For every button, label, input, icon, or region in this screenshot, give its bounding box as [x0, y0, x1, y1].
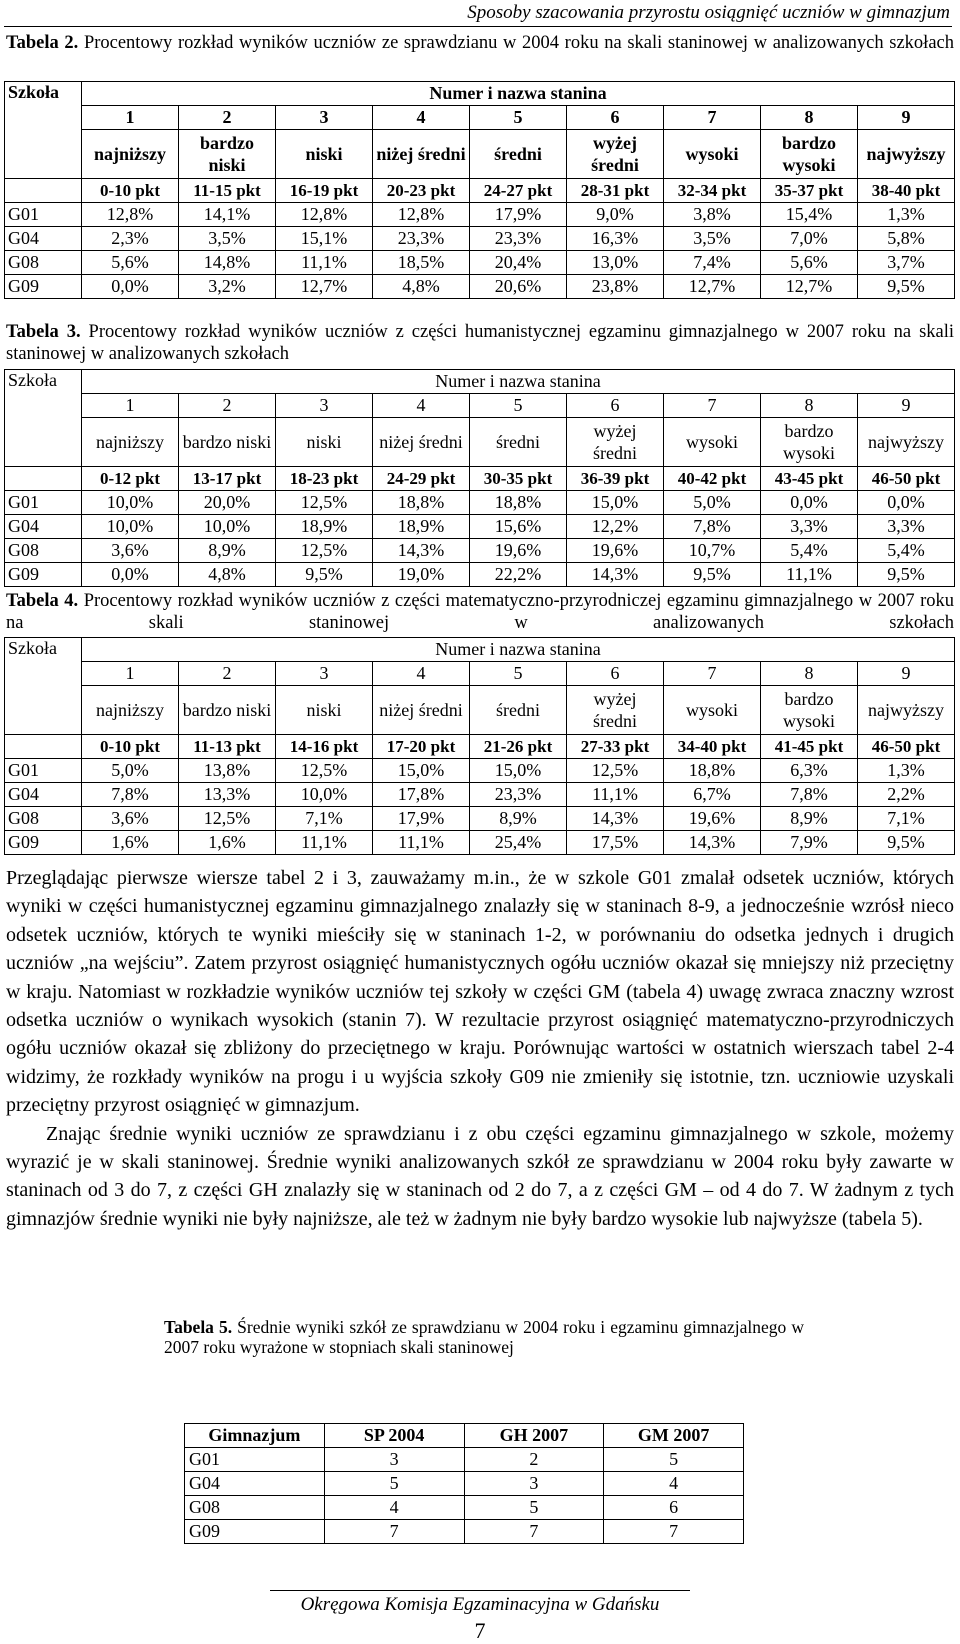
stanine-name: niżej średni	[373, 686, 470, 735]
percent-cell: 7,0%	[761, 227, 858, 251]
school-code: G04	[5, 783, 82, 807]
percent-cell: 9,5%	[858, 275, 955, 299]
percent-cell: 25,4%	[470, 831, 567, 855]
percent-cell: 6,7%	[664, 783, 761, 807]
percent-cell: 23,3%	[373, 227, 470, 251]
table5	[184, 1423, 744, 1544]
percent-cell: 15,0%	[373, 759, 470, 783]
percent-cell: 13,0%	[567, 251, 664, 275]
stanine-name: bardzo niski	[179, 130, 276, 179]
point-range: 35-37 pkt	[761, 179, 858, 203]
column-header: SP 2004	[324, 1424, 464, 1448]
percent-cell: 18,9%	[373, 515, 470, 539]
percent-cell: 0,0%	[858, 491, 955, 515]
percent-cell: 5,0%	[82, 759, 179, 783]
point-range: 24-27 pkt	[470, 179, 567, 203]
point-range-row	[5, 735, 955, 759]
school-code: G04	[185, 1472, 325, 1496]
percent-cell: 19,0%	[373, 563, 470, 587]
body-text	[6, 864, 954, 1233]
stanine-name: wyżej średni	[567, 418, 664, 467]
point-range: 38-40 pkt	[858, 179, 955, 203]
stanine-header: Numer i nazwa stanina	[82, 82, 955, 106]
percent-cell: 12,5%	[179, 807, 276, 831]
percent-cell: 10,0%	[276, 783, 373, 807]
percent-cell: 12,8%	[276, 203, 373, 227]
school-code: G04	[5, 515, 82, 539]
percent-cell: 3,5%	[179, 227, 276, 251]
percent-cell: 3,5%	[664, 227, 761, 251]
point-range: 13-17 pkt	[179, 467, 276, 491]
stanine-name: niżej średni	[373, 130, 470, 179]
stanine-number: 2	[179, 662, 276, 686]
stanine-number: 2	[179, 106, 276, 130]
table2	[4, 81, 955, 299]
point-range: 36-39 pkt	[567, 467, 664, 491]
table-row	[5, 491, 955, 515]
percent-cell: 14,3%	[567, 563, 664, 587]
point-range: 32-34 pkt	[664, 179, 761, 203]
point-range: 17-20 pkt	[373, 735, 470, 759]
paragraph-1: Przeglądając pierwsze wiersze tabel 2 i 3, zauważamy m.in., że w szkole G01 zmalał odsetek uczniów, których wyniki w części humanistycznej egzaminu gimnazjalnego znalazły się w staninach 8-9, a jednocześnie wzrósł nieco odsetek uczniów, których te wyniki mieściły się w staninach 1-2, w porównaniu do odsetka jednych i drugich uczniów „na wejściu”. Zatem przyrost osiągnięć humanistycznych ogółu uczniów okazał się mniejszy niż przeciętny w kraju. Natomiast w rozkładzie wyników uczniów tej szkoły w części GM (tabela 4) uwagę zwraca znaczny wzrost odsetka uczniów o wynikach wysokich (stanin 7). W rezultacie przyrost osiągnięć matematyczno-przyrodniczych ogółu uczniów okazał się zbliżony do przeciętnego w kraju. Porównując wartości w ostatnich wierszach tabel 2-4 widzimy, że rozkłady wyników na progu i u wyjścia szkoły G09 nie zmieniły się istotnie, tzn. uczniowie uzyskali przeciętny przyrost osiągnięć w gimnazjum.	[6, 867, 954, 1117]
percent-cell: 9,5%	[276, 563, 373, 587]
stanine-name: najniższy	[82, 130, 179, 179]
table-row	[5, 515, 955, 539]
percent-cell: 3,6%	[82, 539, 179, 563]
percent-cell: 5,6%	[761, 251, 858, 275]
stanine-name: wysoki	[664, 130, 761, 179]
blank-cell	[5, 179, 82, 203]
percent-cell: 20,0%	[179, 491, 276, 515]
stanine-number: 7	[664, 106, 761, 130]
stanine-number: 5	[470, 394, 567, 418]
percent-cell: 14,1%	[179, 203, 276, 227]
percent-cell: 5,4%	[858, 539, 955, 563]
percent-cell: 7,8%	[82, 783, 179, 807]
percent-cell: 12,7%	[664, 275, 761, 299]
percent-cell: 10,0%	[82, 515, 179, 539]
school-code: G09	[5, 275, 82, 299]
stanine-number: 5	[470, 106, 567, 130]
percent-cell: 7,1%	[276, 807, 373, 831]
stanine-name-row	[5, 418, 955, 467]
footer-rule	[270, 1590, 690, 1591]
percent-cell: 20,6%	[470, 275, 567, 299]
stanine-cell: 4	[604, 1472, 744, 1496]
point-range: 34-40 pkt	[664, 735, 761, 759]
stanine-name: niżej średni	[373, 418, 470, 467]
stanine-number: 1	[82, 662, 179, 686]
point-range: 24-29 pkt	[373, 467, 470, 491]
table5-caption-text: Średnie wyniki szkół ze sprawdzianu w 2004 roku i egzaminu gimnazjalnego w 2007 roku wyrażone w stopniach skali staninowej	[164, 1317, 804, 1357]
percent-cell: 8,9%	[179, 539, 276, 563]
stanine-number: 5	[470, 662, 567, 686]
stanine-cell: 5	[464, 1496, 604, 1520]
percent-cell: 12,5%	[276, 491, 373, 515]
header-row	[5, 82, 955, 106]
paragraph-2: Znając średnie wyniki uczniów ze sprawdzianu i z obu części egzaminu gimnazjalnego w szkole, możemy wyrazić je w skali staninowej. Średnie wyniki analizowanych szkół ze sprawdzianu w 2004 roku były zawarte w staninach od 3 do 7, z części GH znalazły się w staninach od 2 do 7, a z części GM – od 4 do 7. W żadnym z tych gimnazjów średnie wyniki nie były najniższe, ale też w żadnym nie były bardzo wysokie lub najwyższe (tabela 5).	[6, 1122, 954, 1230]
point-range: 18-23 pkt	[276, 467, 373, 491]
stanine-name: wysoki	[664, 418, 761, 467]
stanine-number: 9	[858, 394, 955, 418]
percent-cell: 3,2%	[179, 275, 276, 299]
stanine-number-row	[5, 394, 955, 418]
column-header: GH 2007	[464, 1424, 604, 1448]
percent-cell: 15,0%	[567, 491, 664, 515]
percent-cell: 9,0%	[567, 203, 664, 227]
percent-cell: 13,3%	[179, 783, 276, 807]
school-header: Szkoła	[5, 370, 82, 467]
percent-cell: 16,3%	[567, 227, 664, 251]
stanine-number: 4	[373, 662, 470, 686]
stanine-number: 9	[858, 662, 955, 686]
stanine-name: bardzo wysoki	[761, 686, 858, 735]
percent-cell: 18,9%	[276, 515, 373, 539]
percent-cell: 7,8%	[761, 783, 858, 807]
percent-cell: 19,6%	[567, 539, 664, 563]
percent-cell: 11,1%	[276, 251, 373, 275]
stanine-name: niski	[276, 130, 373, 179]
header-row	[5, 370, 955, 394]
school-code: G01	[5, 491, 82, 515]
percent-cell: 5,6%	[82, 251, 179, 275]
school-code: G09	[5, 831, 82, 855]
percent-cell: 19,6%	[470, 539, 567, 563]
point-range: 11-13 pkt	[179, 735, 276, 759]
stanine-number: 4	[373, 394, 470, 418]
table4-label: Tabela 4.	[6, 591, 79, 611]
stanine-number: 8	[761, 394, 858, 418]
percent-cell: 14,3%	[567, 807, 664, 831]
percent-cell: 5,0%	[664, 491, 761, 515]
percent-cell: 7,1%	[858, 807, 955, 831]
percent-cell: 1,6%	[179, 831, 276, 855]
percent-cell: 4,8%	[179, 563, 276, 587]
percent-cell: 11,1%	[276, 831, 373, 855]
table5-label: Tabela 5.	[164, 1317, 233, 1337]
column-header: Gimnazjum	[185, 1424, 325, 1448]
stanine-name: średni	[470, 686, 567, 735]
percent-cell: 9,5%	[664, 563, 761, 587]
stanine-number: 2	[179, 394, 276, 418]
percent-cell: 3,3%	[761, 515, 858, 539]
table-row	[185, 1448, 744, 1472]
percent-cell: 0,0%	[82, 563, 179, 587]
table-row	[185, 1520, 744, 1544]
percent-cell: 3,8%	[664, 203, 761, 227]
percent-cell: 12,5%	[567, 759, 664, 783]
percent-cell: 5,8%	[858, 227, 955, 251]
table-row	[5, 203, 955, 227]
school-code: G01	[5, 759, 82, 783]
percent-cell: 7,4%	[664, 251, 761, 275]
percent-cell: 2,2%	[858, 783, 955, 807]
percent-cell: 10,7%	[664, 539, 761, 563]
percent-cell: 12,5%	[276, 539, 373, 563]
percent-cell: 6,3%	[761, 759, 858, 783]
stanine-header: Numer i nazwa stanina	[82, 370, 955, 394]
stanine-number: 9	[858, 106, 955, 130]
point-range: 40-42 pkt	[664, 467, 761, 491]
stanine-cell: 3	[464, 1472, 604, 1496]
percent-cell: 17,8%	[373, 783, 470, 807]
percent-cell: 1,3%	[858, 759, 955, 783]
stanine-cell: 5	[324, 1472, 464, 1496]
point-range-row	[5, 467, 955, 491]
stanine-number: 3	[276, 662, 373, 686]
percent-cell: 7,9%	[761, 831, 858, 855]
percent-cell: 0,0%	[761, 491, 858, 515]
percent-cell: 3,6%	[82, 807, 179, 831]
table3-caption	[6, 321, 954, 365]
stanine-number: 6	[567, 394, 664, 418]
percent-cell: 12,7%	[761, 275, 858, 299]
percent-cell: 18,5%	[373, 251, 470, 275]
percent-cell: 20,4%	[470, 251, 567, 275]
percent-cell: 9,5%	[858, 563, 955, 587]
percent-cell: 23,8%	[567, 275, 664, 299]
percent-cell: 15,6%	[470, 515, 567, 539]
percent-cell: 0,0%	[82, 275, 179, 299]
point-range: 16-19 pkt	[276, 179, 373, 203]
table-row	[5, 251, 955, 275]
point-range: 0-10 pkt	[82, 179, 179, 203]
school-code: G08	[185, 1496, 325, 1520]
percent-cell: 11,1%	[761, 563, 858, 587]
percent-cell: 22,2%	[470, 563, 567, 587]
stanine-name: najniższy	[82, 686, 179, 735]
point-range: 41-45 pkt	[761, 735, 858, 759]
percent-cell: 14,3%	[664, 831, 761, 855]
percent-cell: 19,6%	[664, 807, 761, 831]
point-range: 11-15 pkt	[179, 179, 276, 203]
stanine-cell: 4	[324, 1496, 464, 1520]
stanine-number: 1	[82, 106, 179, 130]
table-row	[5, 759, 955, 783]
stanine-cell: 2	[464, 1448, 604, 1472]
point-range: 43-45 pkt	[761, 467, 858, 491]
school-code: G01	[185, 1448, 325, 1472]
stanine-number-row	[5, 106, 955, 130]
table4	[4, 637, 955, 855]
stanine-name: średni	[470, 130, 567, 179]
percent-cell: 23,3%	[470, 783, 567, 807]
stanine-number: 4	[373, 106, 470, 130]
table-row	[5, 275, 955, 299]
stanine-cell: 7	[464, 1520, 604, 1544]
point-range: 30-35 pkt	[470, 467, 567, 491]
table-row	[185, 1472, 744, 1496]
table5-caption	[164, 1317, 804, 1357]
footer: Okręgowa Komisja Egzaminacyjna w Gdańsku	[300, 1594, 660, 1615]
school-header: Szkoła	[5, 638, 82, 735]
header-row	[185, 1424, 744, 1448]
percent-cell: 15,0%	[470, 759, 567, 783]
percent-cell: 8,9%	[761, 807, 858, 831]
school-code: G09	[5, 563, 82, 587]
percent-cell: 14,3%	[373, 539, 470, 563]
percent-cell: 15,1%	[276, 227, 373, 251]
school-code: G08	[5, 539, 82, 563]
stanine-name: bardzo niski	[179, 686, 276, 735]
column-header: GM 2007	[604, 1424, 744, 1448]
stanine-number: 7	[664, 394, 761, 418]
point-range: 46-50 pkt	[858, 467, 955, 491]
percent-cell: 13,8%	[179, 759, 276, 783]
percent-cell: 3,7%	[858, 251, 955, 275]
table2-label: Tabela 2.	[6, 33, 79, 53]
stanine-name: najwyższy	[858, 418, 955, 467]
percent-cell: 4,8%	[373, 275, 470, 299]
table-row	[5, 807, 955, 831]
percent-cell: 10,0%	[82, 491, 179, 515]
stanine-name-row	[5, 686, 955, 735]
table4-caption	[6, 590, 954, 634]
stanine-name: bardzo wysoki	[761, 130, 858, 179]
stanine-number: 6	[567, 106, 664, 130]
percent-cell: 18,8%	[373, 491, 470, 515]
stanine-number: 3	[276, 106, 373, 130]
table3	[4, 369, 955, 587]
point-range: 46-50 pkt	[858, 735, 955, 759]
stanine-name: wyżej średni	[567, 686, 664, 735]
percent-cell: 17,9%	[470, 203, 567, 227]
percent-cell: 15,4%	[761, 203, 858, 227]
stanine-name: najwyższy	[858, 130, 955, 179]
percent-cell: 3,3%	[858, 515, 955, 539]
point-range: 21-26 pkt	[470, 735, 567, 759]
point-range: 14-16 pkt	[276, 735, 373, 759]
percent-cell: 18,8%	[470, 491, 567, 515]
point-range: 28-31 pkt	[567, 179, 664, 203]
percent-cell: 11,1%	[373, 831, 470, 855]
percent-cell: 12,7%	[276, 275, 373, 299]
stanine-number: 8	[761, 662, 858, 686]
percent-cell: 11,1%	[567, 783, 664, 807]
point-range-row	[5, 179, 955, 203]
stanine-number: 6	[567, 662, 664, 686]
stanine-cell: 6	[604, 1496, 744, 1520]
table-row	[5, 783, 955, 807]
page-number: 7	[474, 1618, 486, 1643]
stanine-name: bardzo niski	[179, 418, 276, 467]
table-row	[5, 831, 955, 855]
percent-cell: 14,8%	[179, 251, 276, 275]
school-code: G04	[5, 227, 82, 251]
percent-cell: 23,3%	[470, 227, 567, 251]
school-code: G09	[185, 1520, 325, 1544]
percent-cell: 18,8%	[664, 759, 761, 783]
percent-cell: 17,9%	[373, 807, 470, 831]
table4-caption-text: Procentowy rozkład wyników uczniów z części matematyczno-przyrodniczej egzaminu gimnazjalnego w 2007 roku na skali staninowej w analizowanych szkołach	[6, 591, 955, 633]
percent-cell: 12,8%	[373, 203, 470, 227]
stanine-header: Numer i nazwa stanina	[82, 638, 955, 662]
percent-cell: 12,2%	[567, 515, 664, 539]
stanine-name-row	[5, 130, 955, 179]
stanine-number: 1	[82, 394, 179, 418]
stanine-number: 8	[761, 106, 858, 130]
stanine-name: średni	[470, 418, 567, 467]
percent-cell: 7,8%	[664, 515, 761, 539]
percent-cell: 17,5%	[567, 831, 664, 855]
header-rule	[4, 26, 952, 27]
percent-cell: 1,3%	[858, 203, 955, 227]
percent-cell: 10,0%	[179, 515, 276, 539]
table2-caption	[6, 32, 954, 54]
stanine-name: niski	[276, 418, 373, 467]
table-row	[185, 1496, 744, 1520]
school-header: Szkoła	[5, 82, 82, 179]
stanine-cell: 3	[324, 1448, 464, 1472]
blank-cell	[5, 735, 82, 759]
percent-cell: 8,9%	[470, 807, 567, 831]
table-row	[5, 563, 955, 587]
stanine-name: wysoki	[664, 686, 761, 735]
point-range: 0-10 pkt	[82, 735, 179, 759]
stanine-number-row	[5, 662, 955, 686]
stanine-name: najniższy	[82, 418, 179, 467]
point-range: 27-33 pkt	[567, 735, 664, 759]
point-range: 20-23 pkt	[373, 179, 470, 203]
table3-label: Tabela 3.	[6, 322, 81, 342]
header-row	[5, 638, 955, 662]
stanine-cell: 5	[604, 1448, 744, 1472]
blank-cell	[5, 467, 82, 491]
percent-cell: 2,3%	[82, 227, 179, 251]
stanine-name: wyżej średni	[567, 130, 664, 179]
table-row	[5, 539, 955, 563]
percent-cell: 12,8%	[82, 203, 179, 227]
stanine-name: niski	[276, 686, 373, 735]
stanine-name: najwyższy	[858, 686, 955, 735]
school-code: G08	[5, 807, 82, 831]
percent-cell: 12,5%	[276, 759, 373, 783]
table3-caption-text: Procentowy rozkład wyników uczniów z części humanistycznej egzaminu gimnazjalnego w 2007 roku na skali staninowej w analizowanych szkołach	[6, 322, 955, 364]
running-header: Sposoby szacowania przyrostu osiągnięć uczniów w gimnazjum	[467, 2, 950, 23]
stanine-cell: 7	[604, 1520, 744, 1544]
stanine-number: 7	[664, 662, 761, 686]
table-row	[5, 227, 955, 251]
percent-cell: 5,4%	[761, 539, 858, 563]
stanine-number: 3	[276, 394, 373, 418]
table2-caption-text: Procentowy rozkład wyników uczniów ze sprawdzianu w 2004 roku na skali staninowej w analizowanych szkołach	[83, 33, 954, 53]
stanine-name: bardzo wysoki	[761, 418, 858, 467]
stanine-cell: 7	[324, 1520, 464, 1544]
percent-cell: 1,6%	[82, 831, 179, 855]
percent-cell: 9,5%	[858, 831, 955, 855]
school-code: G08	[5, 251, 82, 275]
point-range: 0-12 pkt	[82, 467, 179, 491]
school-code: G01	[5, 203, 82, 227]
